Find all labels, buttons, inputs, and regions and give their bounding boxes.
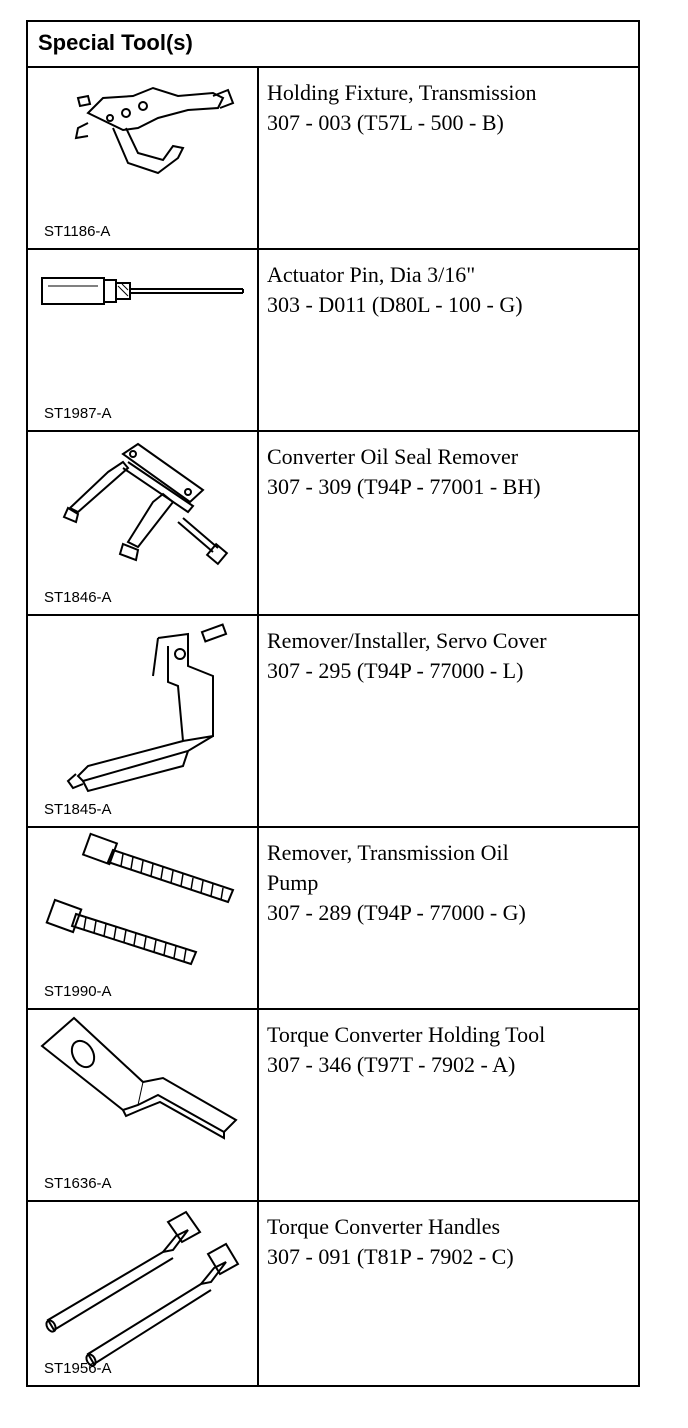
servo-cover-tool-icon (28, 616, 257, 826)
table-row (28, 828, 638, 1010)
tool-code: ST1845-A (44, 801, 112, 818)
tool-name: Actuator Pin, Dia 3/16" (267, 262, 476, 287)
tool-name: Remover, Transmission Oil (267, 840, 509, 865)
tool-image-cell (28, 828, 259, 1008)
table-row (28, 432, 638, 616)
handles-icon (28, 1202, 257, 1383)
tool-number: 303 - D011 (D80L - 100 - G) (267, 292, 523, 317)
tool-code: ST1186-A (44, 223, 111, 240)
tool-description (259, 616, 638, 826)
table-row (28, 1202, 638, 1385)
table-row (28, 616, 638, 828)
table-header: Special Tool(s) (28, 22, 638, 68)
actuator-pin-icon (28, 250, 257, 430)
tool-description (259, 250, 638, 430)
tool-code: ST1990-A (44, 983, 112, 1000)
tool-description (259, 828, 638, 1008)
tool-image-cell (28, 250, 259, 430)
bolts-icon (28, 828, 257, 1008)
tool-name: Torque Converter Holding Tool (267, 1022, 546, 1047)
holding-fixture-icon (28, 68, 257, 248)
holding-tool-strap-icon (28, 1010, 257, 1200)
special-tools-table (26, 20, 640, 1387)
tool-number: 307 - 309 (T94P - 77001 - BH) (267, 474, 541, 499)
tool-name: Holding Fixture, Transmission (267, 80, 537, 105)
table-row (28, 1010, 638, 1202)
tool-image-cell (28, 1010, 259, 1200)
tool-name: Remover/Installer, Servo Cover (267, 628, 547, 653)
tool-description (259, 1010, 638, 1200)
tool-number: 307 - 289 (T94P - 77000 - G) (267, 900, 526, 925)
tool-name-continued: Pump (267, 870, 319, 895)
tool-image-cell (28, 1202, 259, 1385)
tool-description (259, 68, 638, 248)
tool-code: ST1846-A (44, 589, 112, 606)
tool-description (259, 1202, 638, 1385)
table-row (28, 250, 638, 432)
tool-number: 307 - 346 (T97T - 7902 - A) (267, 1052, 516, 1077)
tool-number: 307 - 003 (T57L - 500 - B) (267, 110, 504, 135)
tool-code: ST1987-A (44, 405, 112, 422)
tool-name: Torque Converter Handles (267, 1214, 501, 1239)
seal-remover-icon (28, 432, 257, 614)
tool-description (259, 432, 638, 614)
tool-image-cell (28, 432, 259, 614)
tool-number: 307 - 295 (T94P - 77000 - L) (267, 658, 524, 683)
table-row (28, 68, 638, 250)
tool-number: 307 - 091 (T81P - 7902 - C) (267, 1244, 514, 1269)
tool-code: ST1956-A (44, 1360, 112, 1377)
tool-image-cell (28, 616, 259, 826)
tool-image-cell (28, 68, 259, 248)
tool-code: ST1636-A (44, 1175, 112, 1192)
tool-name: Converter Oil Seal Remover (267, 444, 519, 469)
